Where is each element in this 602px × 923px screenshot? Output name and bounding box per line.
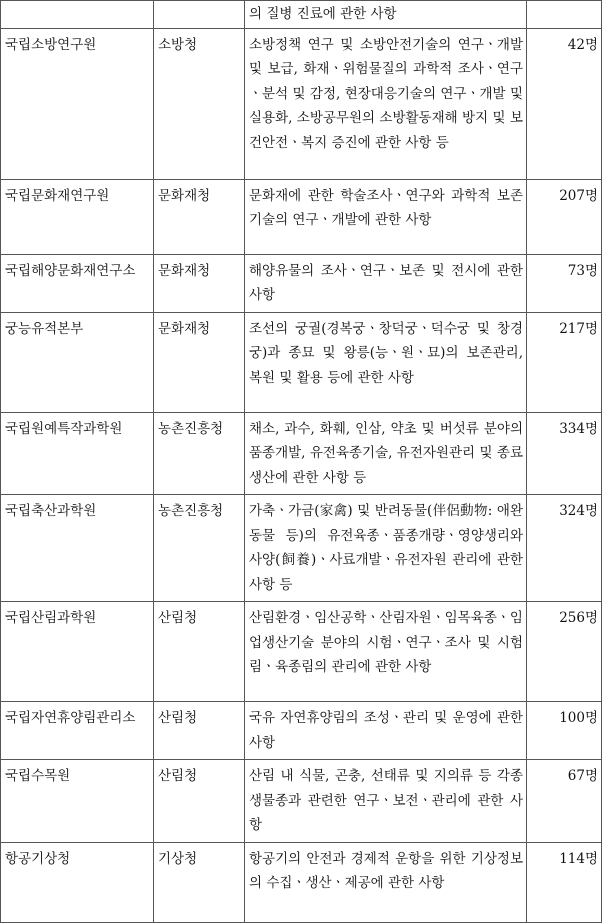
- parent-agency-cell: 문화재청: [154, 254, 245, 312]
- duty-description-cell: 채소, 과수, 화훼, 인삼, 약초 및 버섯류 분야의 품종개발, 유전육종기술, 유전자원관리 및 종료생산에 관한 사항 등: [245, 412, 527, 495]
- duty-description-cell: 국유 자연휴양림의 조성ㆍ관리 및 운영에 관한 사항: [245, 702, 527, 760]
- staff-count-cell: 114명: [527, 842, 602, 922]
- agency-name-cell: 국립수목원: [1, 760, 154, 843]
- agency-name-cell: [1, 1, 154, 29]
- table-row: [1, 179, 602, 254]
- agency-name-cell: 국립소방연구원: [1, 28, 154, 179]
- parent-agency-cell: 농촌진흥청: [154, 412, 245, 495]
- parent-agency-cell: 산림청: [154, 702, 245, 760]
- agency-name-cell: 국립해양문화재연구소: [1, 254, 154, 312]
- staff-count-cell: 207명: [527, 179, 602, 254]
- parent-agency-cell: 기상청: [154, 842, 245, 922]
- agency-name-cell: 궁능유적본부: [1, 312, 154, 412]
- parent-agency-cell: 문화재청: [154, 312, 245, 412]
- table-row: [1, 842, 602, 922]
- staff-count-cell: 73명: [527, 254, 602, 312]
- staff-count-cell: 42명: [527, 28, 602, 179]
- staff-count-cell: [527, 1, 602, 29]
- table-row: [1, 760, 602, 843]
- duty-description-cell: 소방정책 연구 및 소방안전기술의 연구ㆍ개발 및 보급, 화재ㆍ위험물질의 과학적 조사ㆍ연구ㆍ분석 및 감정, 현장대응기술의 연구ㆍ개발 및 실용화, 소방공무원의 소방활동재해 방지 및 보건안전ㆍ복지 증진에 관한 사항 등: [245, 28, 527, 179]
- agency-name-cell: 국립원예특작과학원: [1, 412, 154, 495]
- table-row: [1, 312, 602, 412]
- staff-count-cell: 100명: [527, 702, 602, 760]
- staff-count-cell: 334명: [527, 412, 602, 495]
- agency-name-cell: 국립자연휴양림관리소: [1, 702, 154, 760]
- staff-count-cell: 217명: [527, 312, 602, 412]
- table-row-continued: [1, 1, 602, 29]
- duty-description-cell: 조선의 궁궐(경복궁ㆍ창덕궁ㆍ덕수궁 및 창경궁)과 종묘 및 왕릉(능ㆍ원ㆍ묘)의 보존관리, 복원 및 활용 등에 관한 사항: [245, 312, 527, 412]
- parent-agency-cell: 소방청: [154, 28, 245, 179]
- duty-description-cell: 해양유물의 조사ㆍ연구ㆍ보존 및 전시에 관한 사항: [245, 254, 527, 312]
- duty-description-cell: 산림 내 식물, 곤충, 선태류 및 지의류 등 각종 생물종과 관련한 연구ㆍ보전ㆍ관리에 관한 사항: [245, 760, 527, 843]
- table-row: [1, 254, 602, 312]
- staff-count-cell: 67명: [527, 760, 602, 843]
- duty-description-cell: 의 질병 진료에 관한 사항: [245, 1, 527, 29]
- staff-count-cell: 324명: [527, 495, 602, 602]
- agency-name-cell: 국립축산과학원: [1, 495, 154, 602]
- table-row: [1, 412, 602, 495]
- parent-agency-cell: [154, 1, 245, 29]
- agency-name-cell: 국립산림과학원: [1, 602, 154, 702]
- parent-agency-cell: 산림청: [154, 602, 245, 702]
- agency-name-cell: 항공기상청: [1, 842, 154, 922]
- table-row: [1, 602, 602, 702]
- duty-description-cell: 문화재에 관한 학술조사ㆍ연구와 과학적 보존 기술의 연구ㆍ개발에 관한 사항: [245, 179, 527, 254]
- parent-agency-cell: 산림청: [154, 760, 245, 843]
- parent-agency-cell: 문화재청: [154, 179, 245, 254]
- staff-count-cell: 256명: [527, 602, 602, 702]
- table-row: [1, 702, 602, 760]
- duty-description-cell: 항공기의 안전과 경제적 운항을 위한 기상정보의 수집ㆍ생산ㆍ제공에 관한 사항: [245, 842, 527, 922]
- table-row: [1, 28, 602, 179]
- duty-description-cell: 가축ㆍ가금(家禽) 및 반려동물(伴侶動物: 애완동물 등)의 유전육종ㆍ품종개량ㆍ영양생리와 사양(飼養)ㆍ사료개발ㆍ유전자원 관리에 관한 사항 등: [245, 495, 527, 602]
- parent-agency-cell: 농촌진흥청: [154, 495, 245, 602]
- duty-description-cell: 산림환경ㆍ임산공학ㆍ산림자원ㆍ임목육종ㆍ임업생산기술 분야의 시험ㆍ연구ㆍ조사 및 시험림ㆍ육종림의 관리에 관한 사항: [245, 602, 527, 702]
- table-row: [1, 495, 602, 602]
- agency-name-cell: 국립문화재연구원: [1, 179, 154, 254]
